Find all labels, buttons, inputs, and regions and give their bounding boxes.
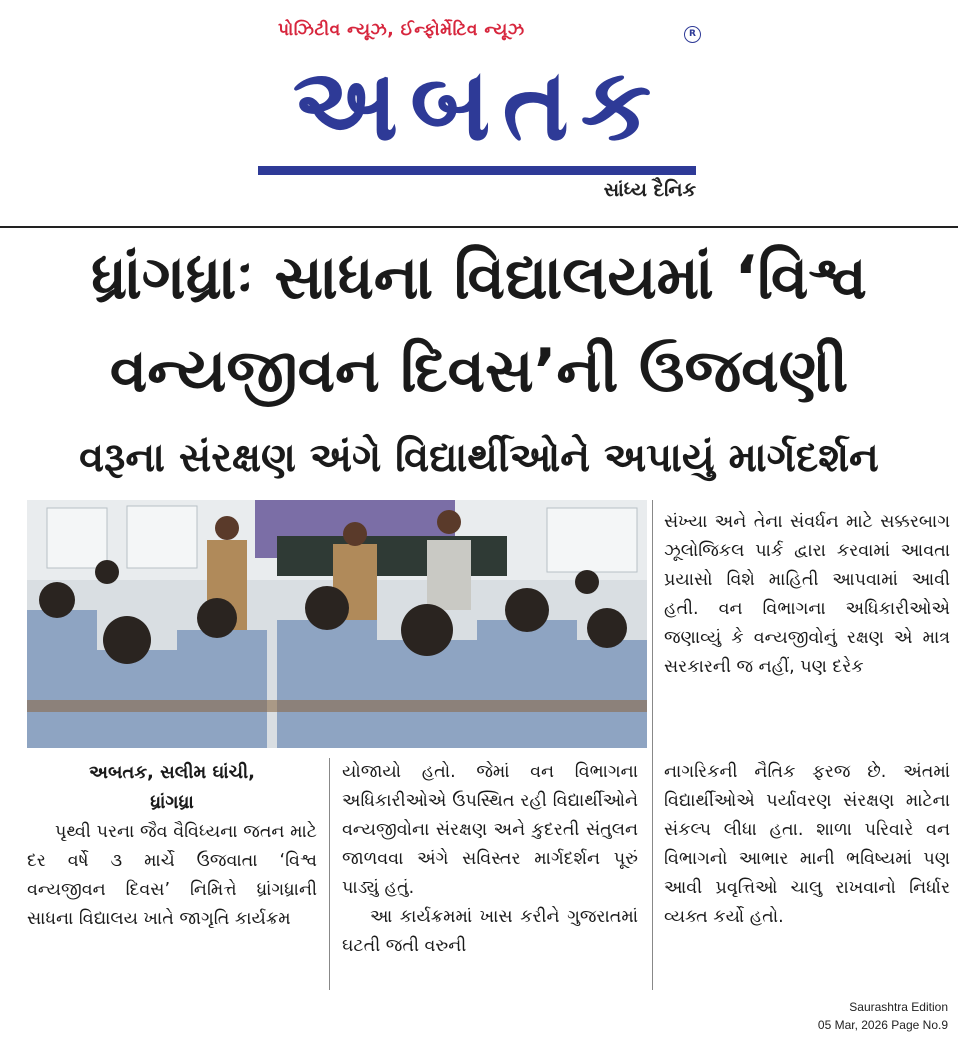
article-column-1 (27, 758, 317, 934)
logo-underline (258, 166, 696, 175)
article-paragraph: યોજાયો હતો. જેમાં વન વિભાગના અધિકારીઓએ ઉપસ્થિત રહી વિદ્યાર્થીઓને વન્યજીવોના સંરક્ષણ અને કુદરતી સંતુલન જાળવવા અંગે સવિસ્તર માર્ગદર્શન પૂરું પાડ્યું હતું. (342, 762, 638, 898)
newspaper-logo: અબતક (292, 46, 664, 163)
article-paragraph: સંખ્યા અને તેના સંવર્ધન માટે સક્કરબાગ ઝૂલોજિકલ પાર્ક દ્વારા કરવામાં આવતા પ્રયાસો વિશે માહિતી આપવામાં આવી હતી. વન વિભાગના અધિકારીઓએ જણાવ્યું કે વન્યજીવોનું રક્ષણ એ માત્ર સરકારની જ નહીં, પણ દરેક (664, 512, 950, 677)
article-paragraph: પૃથ્વી પરના જૈવ વૈવિધ્યના જતન માટે દર વર્ષે ૩ માર્ચે ઉજવાતા ‘વિશ્વ વન્યજીવન દિવસ’ નિમિત્તે ધ્રાંગધ્રાની સાધના વિદ્યાલય ખાતે જાગૃતિ કાર્યક્રમ (27, 822, 317, 929)
registered-mark-icon: R (684, 26, 701, 43)
date-page-label: 05 Mar, 2026 Page No.9 (817, 1018, 948, 1032)
masthead-subbrand: સાંધ્ય દૈનિક (603, 179, 696, 201)
column-divider (652, 500, 653, 990)
article-paragraph: નાગરિકની નૈતિક ફરજ છે. અંતમાં વિદ્યાર્થીઓએ પર્યાવરણ સંરક્ષણ માટેના સંકલ્પ લીધા હતા. શાળા પરિવારે વન વિભાગનો આભાર માની ભવિષ્યમાં પણ આવી પ્રવૃત્તિઓ ચાલુ રાખવાનો નિર્ધાર વ્યક્ત કર્યો હતો. (664, 762, 950, 927)
article-paragraph: આ કાર્યક્રમમાં ખાસ કરીને ગુજરાતમાં ઘટતી જતી વરુની (342, 907, 638, 956)
article-column-right (664, 508, 950, 682)
masthead-tagline: પોઝિટીવ ન્યૂઝ, ઈન્ફોર્મેટિવ ન્યૂઝ (278, 20, 525, 40)
masthead-divider (0, 226, 958, 228)
article-column-2 (342, 758, 638, 961)
headline-line-2: વન્યજીવન દિવસ’ની ઉજવણી (109, 336, 849, 406)
headline-line-1: ધ્રાંગધ્રાઃ સાધના વિદ્યાલયમાં ‘વિશ્વ (91, 243, 867, 313)
masthead (0, 0, 958, 226)
edition-label: Saurashtra Edition (849, 1000, 948, 1014)
article-column-3 (664, 758, 950, 932)
classroom-photo-illustration (27, 500, 647, 748)
column-divider (329, 758, 330, 990)
byline-location: ધ્રાંગધ્રા (150, 792, 194, 813)
byline-author: અબતક, સલીમ ઘાંચી, (88, 762, 256, 783)
subheadline: વરૂના સંરક્ષણ અંગે વિદ્યાર્થીઓને અપાયું માર્ગદર્શન (79, 435, 879, 481)
article-photo (27, 500, 647, 748)
